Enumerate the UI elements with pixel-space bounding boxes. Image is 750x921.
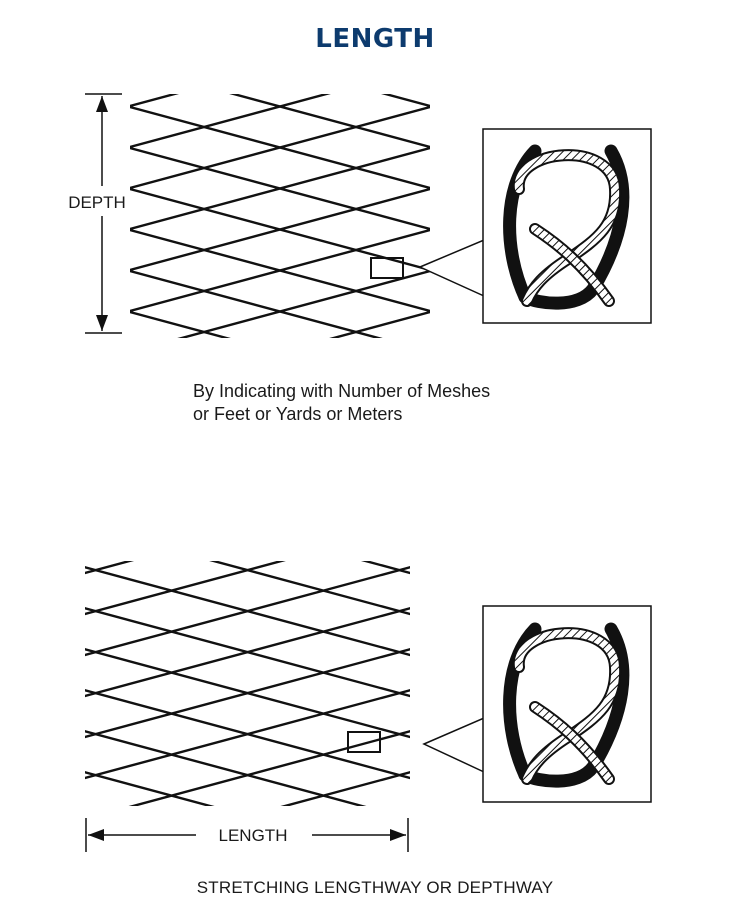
caption-bottom: STRETCHING LENGTHWAY OR DEPTHWAY [196,878,554,897]
caption-top [193,380,490,426]
caption-top-line-1: By Indicating with Number of Meshes [193,381,491,401]
net-twine-line [85,485,410,573]
page-title: LENGTH [315,24,435,54]
caption-top-line-2: or Feet or Yards or Meters [193,404,403,424]
depth-label: DEPTH [68,193,126,212]
callout-pointer-top [420,240,484,296]
knot-highlight-box-bottom [348,732,380,752]
net-twine-line [85,485,410,573]
net-twine-line [130,25,430,106]
net-mesh-top [130,0,430,434]
net-twine-line [130,0,430,65]
callout-pointer-bottom [424,718,484,772]
length-label: LENGTH [218,826,288,845]
net-twine-line [85,444,410,532]
net-twine-line [130,25,430,106]
depth-dimension-line [85,94,122,333]
